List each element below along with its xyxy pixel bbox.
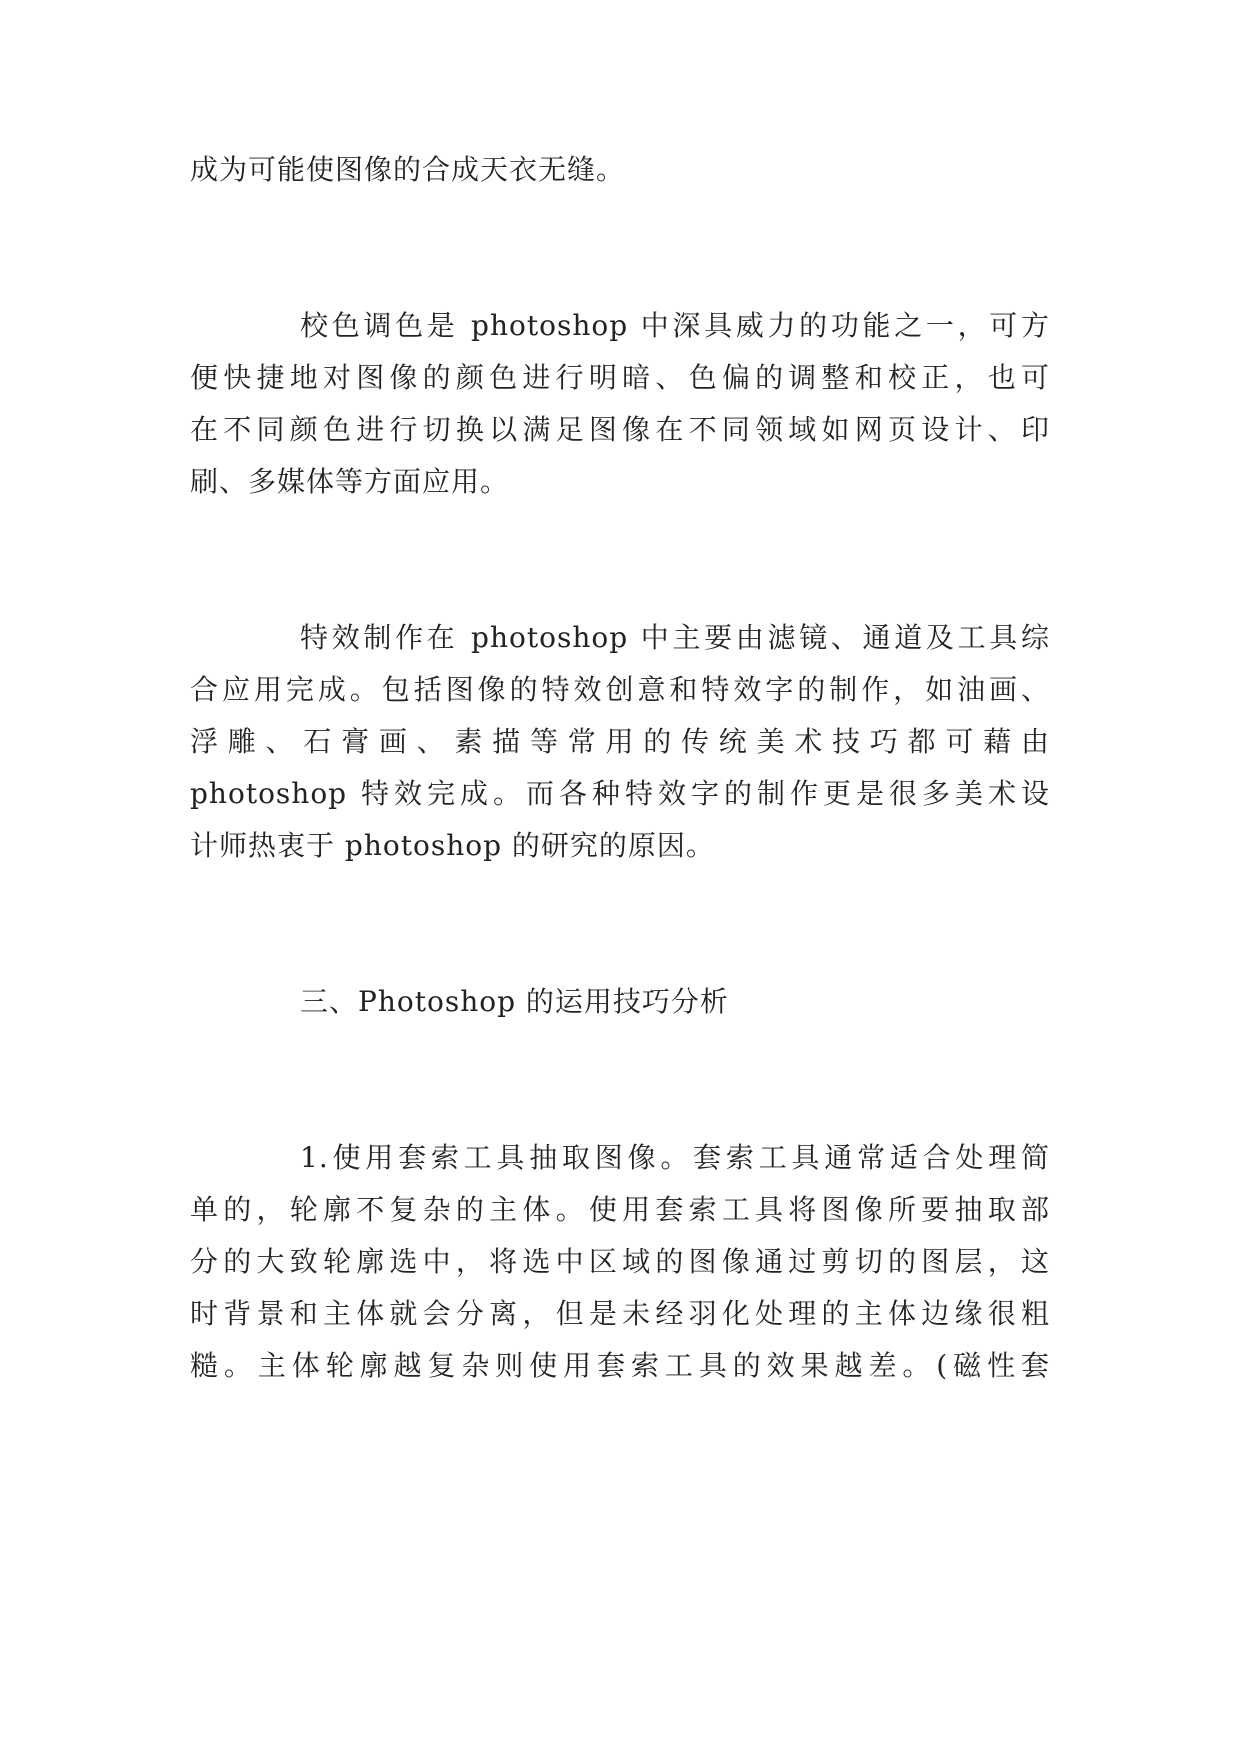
section-heading: 三、Photoshop 的运用技巧分析 bbox=[300, 985, 729, 1018]
paragraph-line: 刷、多媒体等方面应用。 bbox=[190, 465, 510, 498]
paragraph-line: 计师热衷于 photoshop 的研究的原因。 bbox=[190, 829, 715, 862]
paragraph-line: 分的大致轮廓选中，将选中区域的图像通过剪切的图层，这 bbox=[190, 1245, 1050, 1278]
paragraph-line: 特效制作在 photoshop 中主要由滤镜、通道及工具综 bbox=[300, 621, 1050, 654]
paragraph-line: photoshop 特效完成。而各种特效字的制作更是很多美术设 bbox=[190, 777, 1050, 810]
paragraph-line: 在不同颜色进行切换以满足图像在不同领域如网页设计、印 bbox=[190, 413, 1050, 446]
paragraph-line: 浮雕、石膏画、素描等常用的传统美术技巧都可藉由 bbox=[190, 725, 1050, 758]
paragraph-line: 1.使用套索工具抽取图像。套索工具通常适合处理简 bbox=[300, 1141, 1050, 1174]
paragraph-line: 校色调色是 photoshop 中深具威力的功能之一，可方 bbox=[300, 309, 1050, 342]
paragraph-line: 时背景和主体就会分离，但是未经羽化处理的主体边缘很粗 bbox=[190, 1297, 1050, 1330]
paragraph-line: 糙。主体轮廓越复杂则使用套索工具的效果越差。(磁性套 bbox=[190, 1349, 1050, 1382]
paragraph-line: 成为可能使图像的合成天衣无缝。 bbox=[190, 153, 626, 186]
paragraph-line: 单的，轮廓不复杂的主体。使用套索工具将图像所要抽取部 bbox=[190, 1193, 1050, 1226]
paragraph-line: 合应用完成。包括图像的特效创意和特效字的制作，如油画、 bbox=[190, 673, 1050, 706]
paragraph-line: 便快捷地对图像的颜色进行明暗、色偏的调整和校正，也可 bbox=[190, 361, 1050, 394]
